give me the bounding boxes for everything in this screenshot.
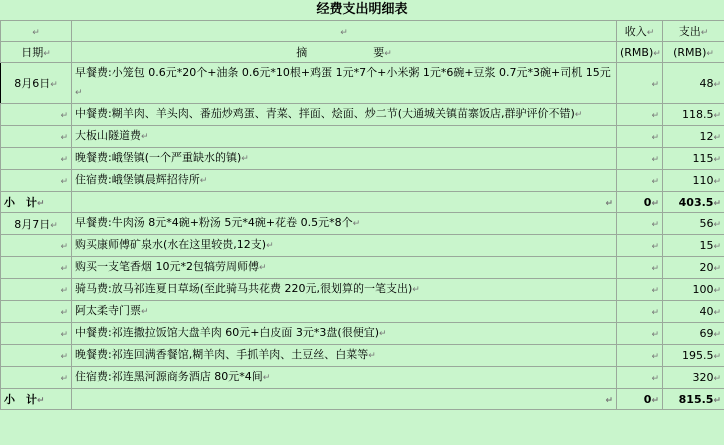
paragraph-mark: ↵ — [266, 241, 274, 251]
income-cell[interactable] — [617, 63, 663, 104]
date-cell[interactable] — [1, 323, 72, 345]
paragraph-mark: ↵ — [60, 286, 68, 296]
income-cell[interactable] — [617, 257, 663, 279]
paragraph-mark: ↵ — [651, 308, 659, 318]
paragraph-mark: ↵ — [60, 242, 68, 252]
paragraph-mark: ↵ — [574, 110, 583, 120]
expense-cell[interactable]: 69↵ — [663, 323, 724, 345]
paragraph-mark: ↵ — [651, 111, 659, 121]
date-cell[interactable] — [1, 279, 72, 301]
table-row — [1, 323, 724, 345]
income-cell[interactable] — [617, 323, 663, 345]
expense-table — [0, 20, 724, 410]
expense-cell[interactable]: 15↵ — [663, 235, 724, 257]
summary-cell[interactable]: 购买康师傅矿泉水(水在这里较贵,12支)↵ — [72, 235, 617, 257]
paragraph-mark: ↵ — [713, 220, 721, 230]
subtotal-summary[interactable] — [72, 389, 617, 410]
paragraph-mark: ↵ — [241, 154, 249, 164]
paragraph-mark: ↵ — [352, 219, 361, 229]
subtotal-row — [1, 192, 724, 213]
paragraph-mark: ↵ — [651, 177, 659, 187]
paragraph-mark: ↵ — [713, 330, 721, 340]
subtotal-expense[interactable]: 403.5↵ — [663, 192, 724, 213]
date-header[interactable]: 日期↵ — [1, 42, 72, 63]
summary-cell[interactable]: 晚餐费:祁连回满香餐馆,糊羊肉、手抓羊肉、土豆丝、白菜等↵ — [72, 345, 617, 367]
table-row — [1, 279, 724, 301]
paragraph-mark: ↵ — [651, 133, 659, 143]
paragraph-mark: ↵ — [60, 352, 68, 362]
summary-cell[interactable]: 早餐费:小笼包 0.6元*20个+油条 0.6元*10根+鸡蛋 1元*7个+小米粥 1元*6碗+豆浆 0.7元*3碗+司机 15元↵ — [72, 63, 617, 104]
paragraph-mark: ↵ — [141, 307, 149, 317]
paragraph-mark: ↵ — [141, 132, 149, 142]
table-row — [1, 170, 724, 192]
paragraph-mark: ↵ — [651, 395, 659, 406]
paragraph-mark: ↵ — [713, 286, 721, 296]
income-cell[interactable] — [617, 235, 663, 257]
expense-cell[interactable]: 40↵ — [663, 301, 724, 323]
table-row — [1, 148, 724, 170]
header-empty[interactable] — [72, 21, 617, 42]
expense-cell[interactable]: 12↵ — [663, 126, 724, 148]
subtotal-summary[interactable] — [72, 192, 617, 213]
paragraph-mark: ↵ — [651, 286, 659, 296]
paragraph-mark: ↵ — [368, 351, 376, 361]
income-cell[interactable] — [617, 104, 663, 126]
paragraph-mark: ↵ — [651, 264, 659, 274]
paragraph-mark: ↵ — [60, 308, 68, 318]
paragraph-mark: ↵ — [37, 396, 45, 406]
date-cell[interactable] — [1, 345, 72, 367]
date-cell[interactable] — [1, 367, 72, 389]
income-cell[interactable] — [617, 367, 663, 389]
summary-cell[interactable]: 晚餐费:峨堡镇(一个严重缺水的镇)↵ — [72, 148, 617, 170]
paragraph-mark: ↵ — [651, 220, 659, 230]
paragraph-mark: ↵ — [60, 264, 68, 274]
table-row — [1, 213, 724, 235]
header-row — [1, 21, 724, 42]
income-cell[interactable] — [617, 279, 663, 301]
table-row — [1, 257, 724, 279]
subtotal-label[interactable]: 小 计↵ — [1, 192, 72, 213]
paragraph-mark: ↵ — [700, 28, 709, 38]
paragraph-mark: ↵ — [713, 308, 721, 318]
expense-unit[interactable]: (RMB)↵ — [663, 42, 724, 63]
paragraph-mark: ↵ — [340, 27, 348, 38]
expense-cell[interactable]: 195.5↵ — [663, 345, 724, 367]
paragraph-mark: ↵ — [60, 374, 68, 384]
table-row — [1, 235, 724, 257]
paragraph-mark: ↵ — [262, 373, 271, 383]
paragraph-mark: ↵ — [653, 48, 661, 59]
table-row — [1, 63, 724, 104]
paragraph-mark: ↵ — [605, 395, 613, 406]
paragraph-mark: ↵ — [651, 79, 659, 90]
expense-cell[interactable]: 100↵ — [663, 279, 724, 301]
income-cell[interactable] — [617, 301, 663, 323]
subtotal-income[interactable]: 0↵ — [617, 192, 663, 213]
paragraph-mark: ↵ — [651, 374, 659, 384]
income-cell[interactable] — [617, 148, 663, 170]
paragraph-mark: ↵ — [713, 155, 721, 165]
day1-date[interactable]: 8月6日↵ — [1, 63, 72, 104]
paragraph-mark: ↵ — [713, 264, 721, 274]
paragraph-mark: ↵ — [259, 263, 267, 273]
paragraph-mark: ↵ — [60, 155, 68, 165]
paragraph-mark: ↵ — [60, 111, 68, 121]
summary-header[interactable]: 摘 要↵ — [72, 42, 617, 63]
date-cell[interactable] — [1, 301, 72, 323]
table-row — [1, 345, 724, 367]
table-row — [1, 367, 724, 389]
paragraph-mark: ↵ — [651, 155, 659, 165]
summary-cell[interactable]: 住宿费:祁连黑河源商务酒店 80元*4间↵ — [72, 367, 617, 389]
expense-header[interactable]: 支出↵ — [663, 21, 724, 42]
paragraph-mark: ↵ — [713, 133, 721, 143]
paragraph-mark: ↵ — [60, 177, 68, 187]
paragraph-mark: ↵ — [32, 27, 40, 38]
expense-cell[interactable]: 115↵ — [663, 148, 724, 170]
sheet-title: 经费支出明细表 — [316, 2, 408, 17]
income-cell[interactable] — [617, 345, 663, 367]
expense-cell[interactable]: 320↵ — [663, 367, 724, 389]
expense-cell[interactable]: 118.5↵ — [663, 104, 724, 126]
summary-cell[interactable]: 骑马费:放马祁连夏日草场(至此骑马共花费 220元,很划算的一笔支出)↵ — [72, 279, 617, 301]
summary-cell[interactable]: 大板山隧道费↵ — [72, 126, 617, 148]
date-cell[interactable] — [1, 235, 72, 257]
subtotal-income[interactable]: 0↵ — [617, 389, 663, 410]
header-row — [1, 42, 724, 63]
summary-cell[interactable]: 住宿费:峨堡镇晨辉招待所↵ — [72, 170, 617, 192]
date-cell[interactable] — [1, 257, 72, 279]
paragraph-mark: ↵ — [199, 176, 208, 186]
expense-cell[interactable]: 110↵ — [663, 170, 724, 192]
paragraph-mark: ↵ — [713, 374, 721, 384]
table-row — [1, 104, 724, 126]
paragraph-mark: ↵ — [60, 133, 68, 143]
paragraph-mark: ↵ — [50, 220, 58, 231]
expense-cell[interactable]: 56↵ — [663, 213, 724, 235]
paragraph-mark: ↵ — [651, 352, 659, 362]
paragraph-mark: ↵ — [713, 79, 721, 90]
income-cell[interactable] — [617, 170, 663, 192]
paragraph-mark: ↵ — [646, 28, 655, 38]
paragraph-mark: ↵ — [651, 330, 659, 340]
paragraph-mark: ↵ — [651, 242, 659, 252]
summary-cell[interactable]: 中餐费:糊羊肉、羊头肉、番茄炒鸡蛋、青菜、拌面、烩面、炒二节(大通城关镇苗寨饭店,群驴评价不错)↵ — [72, 104, 617, 126]
paragraph-mark: ↵ — [605, 198, 613, 209]
paragraph-mark: ↵ — [713, 177, 721, 187]
paragraph-mark: ↵ — [713, 395, 721, 406]
summary-cell[interactable]: 阿太柔寺门票↵ — [72, 301, 617, 323]
date-cell[interactable] — [1, 170, 72, 192]
summary-cell[interactable]: 购买一支笔香烟 10元*2包犒劳周师傅↵ — [72, 257, 617, 279]
subtotal-label[interactable]: 小 计↵ — [1, 389, 72, 410]
day2-date[interactable]: 8月7日↵ — [1, 213, 72, 235]
expense-cell[interactable]: 20↵ — [663, 257, 724, 279]
expense-cell[interactable]: 48↵ — [663, 63, 724, 104]
paragraph-mark: ↵ — [43, 49, 51, 59]
paragraph-mark: ↵ — [412, 285, 420, 295]
paragraph-mark: ↵ — [75, 88, 83, 98]
paragraph-mark: ↵ — [706, 48, 714, 59]
paragraph-mark: ↵ — [713, 198, 721, 209]
subtotal-row — [1, 389, 724, 410]
paragraph-mark: ↵ — [50, 80, 58, 90]
paragraph-mark: ↵ — [379, 329, 387, 339]
subtotal-expense[interactable]: 815.5↵ — [663, 389, 724, 410]
summary-cell[interactable]: 中餐费:祁连撒拉饭馆大盘羊肉 60元+白皮面 3元*3盘(很便宜)↵ — [72, 323, 617, 345]
income-unit[interactable]: (RMB)↵ — [617, 42, 663, 63]
paragraph-mark: ↵ — [37, 199, 45, 209]
paragraph-mark: ↵ — [713, 111, 721, 121]
date-cell[interactable] — [1, 148, 72, 170]
table-row — [1, 126, 724, 148]
paragraph-mark: ↵ — [60, 330, 68, 340]
paragraph-mark: ↵ — [384, 49, 392, 59]
paragraph-mark: ↵ — [713, 242, 721, 252]
table-row — [1, 301, 724, 323]
date-cell[interactable] — [1, 104, 72, 126]
income-header[interactable]: 收入↵ — [617, 21, 663, 42]
paragraph-mark: ↵ — [713, 352, 721, 362]
paragraph-mark: ↵ — [651, 198, 659, 209]
summary-cell[interactable]: 早餐费:牛肉汤 8元*4碗+粉汤 5元*4碗+花卷 0.5元*8个↵ — [72, 213, 617, 235]
income-cell[interactable] — [617, 126, 663, 148]
date-cell[interactable] — [1, 126, 72, 148]
header-empty[interactable] — [1, 21, 72, 42]
income-cell[interactable] — [617, 213, 663, 235]
